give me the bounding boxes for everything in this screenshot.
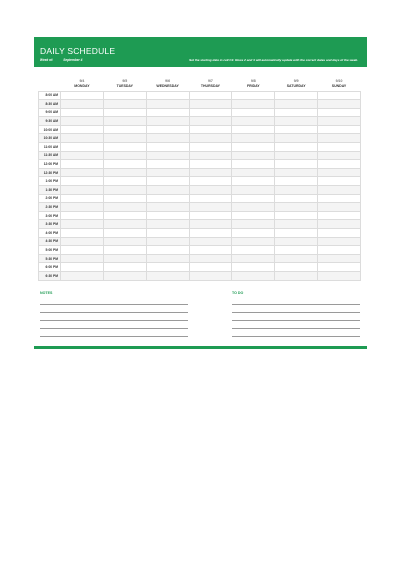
schedule-cell[interactable] — [146, 125, 189, 134]
time-slot-label: 8:00 AM — [39, 91, 61, 100]
schedule-cell[interactable] — [189, 117, 232, 126]
todo-line[interactable] — [232, 328, 360, 329]
time-slot-label: 1:30 PM — [39, 186, 61, 195]
time-row — [39, 220, 361, 229]
schedule-cell[interactable] — [232, 177, 275, 186]
schedule-cell[interactable] — [189, 211, 232, 220]
schedule-cell[interactable] — [232, 117, 275, 126]
schedule-cell[interactable] — [189, 194, 232, 203]
time-slot-label: 11:30 AM — [39, 151, 61, 160]
schedule-cell[interactable] — [232, 100, 275, 109]
schedule-cell[interactable] — [146, 100, 189, 109]
time-row — [39, 246, 361, 255]
time-slot-label: 2:00 PM — [39, 194, 61, 203]
schedule-cell[interactable] — [61, 151, 104, 160]
schedule-cell[interactable] — [61, 194, 104, 203]
schedule-cell[interactable] — [61, 108, 104, 117]
schedule-cell[interactable] — [146, 134, 189, 143]
todo-line[interactable] — [232, 336, 360, 337]
schedule-cell[interactable] — [146, 168, 189, 177]
day-date: 9/9 — [293, 78, 299, 83]
schedule-cell[interactable] — [146, 160, 189, 169]
footer-bar — [34, 346, 367, 349]
time-slot-label: 9:00 AM — [39, 108, 61, 117]
schedule-cell[interactable] — [318, 125, 361, 134]
schedule-cell[interactable] — [318, 271, 361, 280]
schedule-cell[interactable] — [275, 177, 318, 186]
schedule-cell[interactable] — [61, 168, 104, 177]
schedule-cell[interactable] — [275, 160, 318, 169]
schedule-cell[interactable] — [275, 194, 318, 203]
schedule-cell[interactable] — [103, 220, 146, 229]
notes-label: NOTES — [40, 291, 53, 295]
week-value[interactable]: September 4 — [63, 58, 83, 62]
time-row — [39, 229, 361, 238]
day-header — [146, 77, 189, 91]
schedule-cell[interactable] — [189, 203, 232, 212]
schedule-cell[interactable] — [275, 100, 318, 109]
schedule-cell[interactable] — [275, 143, 318, 152]
time-slot-label: 12:00 PM — [39, 160, 61, 169]
schedule-cell[interactable] — [146, 237, 189, 246]
schedule-cell[interactable] — [61, 91, 104, 100]
schedule-cell[interactable] — [189, 91, 232, 100]
schedule-cell[interactable] — [232, 186, 275, 195]
day-header — [103, 77, 146, 91]
schedule-cell[interactable] — [61, 177, 104, 186]
time-row — [39, 125, 361, 134]
time-slot-label: 5:00 PM — [39, 246, 61, 255]
time-slot-label: 3:30 PM — [39, 220, 61, 229]
schedule-cell[interactable] — [146, 151, 189, 160]
todo-line[interactable] — [232, 312, 360, 313]
day-name: MONDAY — [74, 83, 90, 88]
schedule-cell[interactable] — [146, 271, 189, 280]
schedule-cell[interactable] — [318, 168, 361, 177]
schedule-cell[interactable] — [189, 229, 232, 238]
time-row — [39, 134, 361, 143]
time-slot-label: 6:00 PM — [39, 263, 61, 272]
notes-line[interactable] — [40, 320, 188, 321]
schedule-cell[interactable] — [103, 108, 146, 117]
schedule-cell[interactable] — [103, 271, 146, 280]
schedule-cell[interactable] — [275, 237, 318, 246]
schedule-cell[interactable] — [275, 254, 318, 263]
schedule-cell[interactable] — [189, 177, 232, 186]
schedule-cell[interactable] — [318, 186, 361, 195]
schedule-cell[interactable] — [232, 237, 275, 246]
notes-line[interactable] — [40, 312, 188, 313]
schedule-cell[interactable] — [146, 229, 189, 238]
schedule-cell[interactable] — [232, 168, 275, 177]
time-row — [39, 143, 361, 152]
schedule-cell[interactable] — [189, 271, 232, 280]
time-slot-label: 9:30 AM — [39, 117, 61, 126]
schedule-cell[interactable] — [189, 186, 232, 195]
schedule-cell[interactable] — [61, 203, 104, 212]
schedule-cell[interactable] — [61, 117, 104, 126]
time-row — [39, 168, 361, 177]
time-row — [39, 194, 361, 203]
schedule-cell[interactable] — [318, 134, 361, 143]
schedule-cell[interactable] — [103, 263, 146, 272]
schedule-cell[interactable] — [318, 254, 361, 263]
schedule-cell[interactable] — [232, 246, 275, 255]
schedule-cell[interactable] — [103, 143, 146, 152]
schedule-cell[interactable] — [275, 168, 318, 177]
schedule-cell[interactable] — [103, 203, 146, 212]
schedule-cell[interactable] — [189, 143, 232, 152]
schedule-cell[interactable] — [61, 237, 104, 246]
schedule-cell[interactable] — [275, 271, 318, 280]
schedule-cell[interactable] — [189, 237, 232, 246]
time-slot-label: 10:30 AM — [39, 134, 61, 143]
schedule-cell[interactable] — [318, 229, 361, 238]
schedule-cell[interactable] — [146, 177, 189, 186]
schedule-cell[interactable] — [189, 100, 232, 109]
day-name: SATURDAY — [286, 83, 306, 88]
schedule-cell[interactable] — [275, 263, 318, 272]
schedule-cell[interactable] — [103, 229, 146, 238]
day-header — [61, 77, 104, 91]
schedule-cell[interactable] — [318, 263, 361, 272]
schedule-cell[interactable] — [103, 211, 146, 220]
schedule-cell[interactable] — [318, 203, 361, 212]
schedule-cell[interactable] — [189, 151, 232, 160]
day-header — [275, 77, 318, 91]
schedule-cell[interactable] — [232, 143, 275, 152]
schedule-cell[interactable] — [103, 194, 146, 203]
day-date: 9/8 — [250, 78, 256, 83]
schedule-cell[interactable] — [103, 177, 146, 186]
schedule-cell[interactable] — [275, 134, 318, 143]
week-of — [40, 58, 82, 62]
schedule-cell[interactable] — [103, 168, 146, 177]
day-name: WEDNESDAY — [156, 83, 179, 88]
schedule-cell[interactable] — [318, 211, 361, 220]
time-row — [39, 177, 361, 186]
time-row — [39, 108, 361, 117]
schedule-cell[interactable] — [61, 125, 104, 134]
time-slot-label: 3:00 PM — [39, 211, 61, 220]
schedule-cell[interactable] — [61, 143, 104, 152]
schedule-cell[interactable] — [61, 211, 104, 220]
todo-line[interactable] — [232, 320, 360, 321]
schedule-cell[interactable] — [103, 91, 146, 100]
schedule-cell[interactable] — [103, 246, 146, 255]
schedule-cell[interactable] — [61, 186, 104, 195]
schedule-cell[interactable] — [318, 108, 361, 117]
schedule-cell[interactable] — [61, 160, 104, 169]
schedule-cell[interactable] — [232, 160, 275, 169]
instruction-note: Set the starting date in cell C2. Rows 2 and 3 will automatically update with the correct dates and days of the week. — [189, 58, 358, 62]
schedule-cell[interactable] — [275, 117, 318, 126]
day-name: THURSDAY — [200, 83, 221, 88]
schedule-cell[interactable] — [146, 194, 189, 203]
time-slot-label: 4:00 PM — [39, 229, 61, 238]
time-slot-label: 4:30 PM — [39, 237, 61, 246]
day-name: FRIDAY — [246, 83, 260, 88]
schedule-cell[interactable] — [146, 108, 189, 117]
schedule-cell[interactable] — [61, 271, 104, 280]
time-row — [39, 211, 361, 220]
time-row — [39, 100, 361, 109]
schedule-cell[interactable] — [103, 134, 146, 143]
schedule-cell[interactable] — [103, 254, 146, 263]
schedule-cell[interactable] — [61, 229, 104, 238]
schedule-cell[interactable] — [318, 91, 361, 100]
todo-label: TO DO — [232, 291, 244, 295]
time-slot-label: 2:30 PM — [39, 203, 61, 212]
notes-line[interactable] — [40, 304, 188, 305]
time-slot-label: 1:00 PM — [39, 177, 61, 186]
schedule-cell[interactable] — [189, 168, 232, 177]
schedule-cell[interactable] — [103, 186, 146, 195]
schedule-cell[interactable] — [318, 100, 361, 109]
schedule-cell[interactable] — [232, 203, 275, 212]
day-date: 9/10 — [335, 78, 343, 83]
schedule-cell[interactable] — [61, 220, 104, 229]
schedule-cell[interactable] — [146, 246, 189, 255]
schedule-cell[interactable] — [103, 160, 146, 169]
time-slot-label: 11:00 AM — [39, 143, 61, 152]
time-slot-label: 5:30 PM — [39, 254, 61, 263]
schedule-body — [39, 91, 361, 280]
schedule-cell[interactable] — [61, 246, 104, 255]
time-row — [39, 263, 361, 272]
schedule-cell[interactable] — [189, 246, 232, 255]
schedule-cell[interactable] — [146, 254, 189, 263]
schedule-cell[interactable] — [103, 125, 146, 134]
schedule-cell[interactable] — [318, 160, 361, 169]
schedule-cell[interactable] — [275, 246, 318, 255]
schedule-cell[interactable] — [232, 211, 275, 220]
time-row — [39, 117, 361, 126]
schedule-cell[interactable] — [189, 220, 232, 229]
schedule-cell[interactable] — [61, 254, 104, 263]
time-row — [39, 237, 361, 246]
day-date: 9/5 — [122, 78, 128, 83]
time-row — [39, 91, 361, 100]
schedule-cell[interactable] — [189, 263, 232, 272]
day-header-row — [39, 77, 361, 91]
time-slot-label: 10:00 AM — [39, 125, 61, 134]
schedule-cell[interactable] — [318, 143, 361, 152]
time-slot-label: 8:30 AM — [39, 100, 61, 109]
time-slot-label: 12:30 PM — [39, 168, 61, 177]
schedule-cell[interactable] — [275, 203, 318, 212]
day-name: SUNDAY — [331, 83, 347, 88]
schedule-cell[interactable] — [146, 117, 189, 126]
schedule-cell[interactable] — [146, 263, 189, 272]
day-name: TUESDAY — [116, 83, 133, 88]
schedule-cell[interactable] — [232, 263, 275, 272]
schedule-cell[interactable] — [318, 194, 361, 203]
time-slot-label: 6:30 PM — [39, 271, 61, 280]
schedule-cell[interactable] — [61, 263, 104, 272]
schedule-cell[interactable] — [61, 100, 104, 109]
time-row — [39, 160, 361, 169]
schedule-cell[interactable] — [318, 220, 361, 229]
time-row — [39, 254, 361, 263]
schedule-cell[interactable] — [232, 125, 275, 134]
schedule-cell[interactable] — [275, 151, 318, 160]
week-label: Week of: — [40, 58, 54, 62]
schedule-cell[interactable] — [275, 186, 318, 195]
schedule-cell[interactable] — [146, 203, 189, 212]
day-date: 9/6 — [165, 78, 171, 83]
schedule-cell[interactable] — [232, 134, 275, 143]
time-row — [39, 186, 361, 195]
time-row — [39, 151, 361, 160]
todo-line[interactable] — [232, 304, 360, 305]
schedule-cell[interactable] — [232, 108, 275, 117]
time-column-header — [39, 77, 61, 91]
schedule-cell[interactable] — [146, 220, 189, 229]
header-banner — [34, 37, 367, 67]
notes-line[interactable] — [40, 328, 188, 329]
day-date: 9/7 — [208, 78, 213, 83]
schedule-cell[interactable] — [232, 220, 275, 229]
day-header — [232, 77, 275, 91]
schedule-cell[interactable] — [318, 246, 361, 255]
schedule-cell[interactable] — [189, 134, 232, 143]
schedule-cell[interactable] — [275, 211, 318, 220]
schedule-cell[interactable] — [275, 220, 318, 229]
time-row — [39, 271, 361, 280]
schedule-cell[interactable] — [103, 100, 146, 109]
schedule-cell[interactable] — [232, 271, 275, 280]
schedule-grid — [38, 77, 361, 281]
notes-line[interactable] — [40, 336, 188, 337]
schedule-cell[interactable] — [275, 229, 318, 238]
schedule-cell[interactable] — [146, 211, 189, 220]
schedule-cell[interactable] — [318, 151, 361, 160]
day-date: 9/4 — [79, 78, 85, 83]
schedule-cell[interactable] — [275, 91, 318, 100]
schedule-cell[interactable] — [232, 91, 275, 100]
schedule-cell[interactable] — [146, 91, 189, 100]
schedule-cell[interactable] — [103, 237, 146, 246]
time-row — [39, 203, 361, 212]
schedule-cell[interactable] — [189, 108, 232, 117]
schedule-cell[interactable] — [189, 160, 232, 169]
schedule-cell[interactable] — [232, 151, 275, 160]
schedule-cell[interactable] — [103, 151, 146, 160]
schedule-cell[interactable] — [103, 117, 146, 126]
schedule-cell[interactable] — [275, 108, 318, 117]
schedule-cell[interactable] — [146, 143, 189, 152]
schedule-cell[interactable] — [318, 117, 361, 126]
schedule-cell[interactable] — [318, 237, 361, 246]
schedule-cell[interactable] — [189, 125, 232, 134]
schedule-cell[interactable] — [275, 125, 318, 134]
day-header — [189, 77, 232, 91]
schedule-cell[interactable] — [232, 229, 275, 238]
schedule-cell[interactable] — [232, 254, 275, 263]
page-title: DAILY SCHEDULE — [40, 46, 116, 56]
day-header — [318, 77, 361, 91]
schedule-cell[interactable] — [318, 177, 361, 186]
schedule-cell[interactable] — [61, 134, 104, 143]
schedule-cell[interactable] — [232, 194, 275, 203]
schedule-cell[interactable] — [146, 186, 189, 195]
schedule-cell[interactable] — [189, 254, 232, 263]
